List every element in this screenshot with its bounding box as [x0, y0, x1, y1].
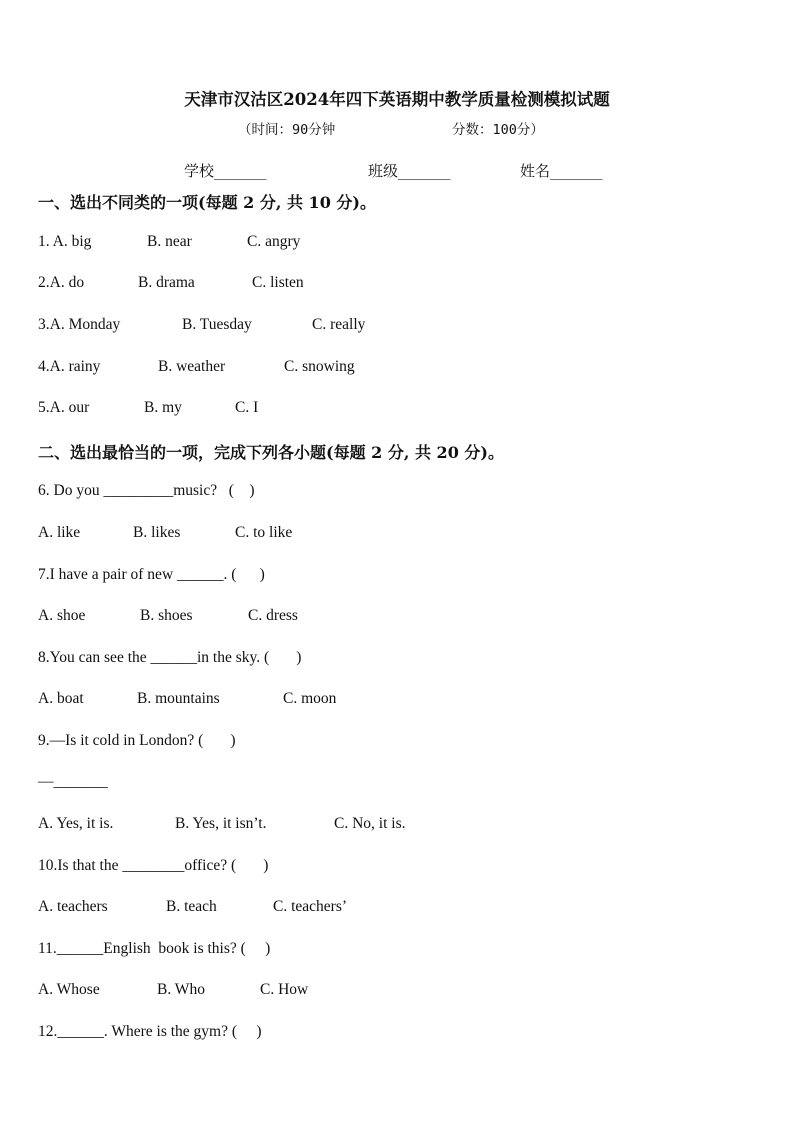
- q4-option-b: B. weather: [158, 358, 226, 375]
- q1-option-a: 1. A. big: [38, 233, 92, 250]
- section-1-heading: 一、选出不同类的一项(每题 2 分, 共 10 分)。: [38, 193, 376, 212]
- q2-option-b: B. drama: [138, 274, 195, 291]
- q11-stem: 11.______English book is this? ( ): [38, 940, 271, 957]
- exam-score: 分数：100分）: [452, 122, 544, 138]
- q7-option-c: C. dress: [248, 607, 298, 624]
- q4-option-c: C. snowing: [284, 358, 355, 375]
- q8-option-c: C. moon: [283, 690, 337, 707]
- q6-option-b: B. likes: [133, 524, 181, 541]
- q11-option-c: C. How: [260, 981, 309, 998]
- section-2-heading: 二、选出最恰当的一项，完成下列各小题(每题 2 分, 共 20 分)。: [38, 443, 504, 462]
- q9-option-a: A. Yes, it is.: [38, 815, 114, 832]
- q9-reply: —_______: [38, 773, 108, 790]
- q5-option-c: C. I: [235, 399, 259, 416]
- q1-option-c: C. angry: [247, 233, 301, 250]
- exam-time: （时间：90分钟: [238, 122, 336, 138]
- q6-option-a: A. like: [38, 524, 81, 541]
- q8-stem: 8.You can see the ______in the sky. ( ): [38, 649, 302, 666]
- q9-option-c: C. No, it is.: [334, 815, 406, 832]
- name-field: 姓名_______: [520, 162, 603, 180]
- q2-option-c: C. listen: [252, 274, 304, 291]
- q1-option-b: B. near: [147, 233, 192, 250]
- class-field: 班级_______: [368, 162, 451, 180]
- q10-option-c: C. teachers’: [273, 898, 348, 915]
- q11-option-a: A. Whose: [38, 981, 100, 998]
- q3-option-a: 3.A. Monday: [38, 316, 121, 333]
- q5-option-b: B. my: [144, 399, 182, 416]
- q7-option-b: B. shoes: [140, 607, 193, 624]
- q8-option-a: A. boat: [38, 690, 84, 707]
- q4-option-a: 4.A. rainy: [38, 358, 101, 375]
- q9-stem: 9.—Is it cold in London? ( ): [38, 732, 236, 749]
- q5-option-a: 5.A. our: [38, 399, 90, 416]
- school-field: 学校_______: [184, 162, 267, 180]
- q3-option-c: C. really: [312, 316, 366, 333]
- q10-option-a: A. teachers: [38, 898, 108, 915]
- q7-option-a: A. shoe: [38, 607, 86, 624]
- q11-option-b: B. Who: [157, 981, 205, 998]
- q6-option-c: C. to like: [235, 524, 293, 541]
- q6-stem: 6. Do you _________music? ( ): [38, 482, 255, 499]
- q2-option-a: 2.A. do: [38, 274, 85, 291]
- exam-title: 天津市汉沽区2024年四下英语期中教学质量检测模拟试题: [184, 90, 610, 109]
- q10-stem: 10.Is that the ________office? ( ): [38, 857, 269, 874]
- q9-option-b: B. Yes, it isn’t.: [175, 815, 267, 832]
- q10-option-b: B. teach: [166, 898, 217, 915]
- q8-option-b: B. mountains: [137, 690, 220, 707]
- q7-stem: 7.I have a pair of new ______. ( ): [38, 566, 265, 583]
- q12-stem: 12.______. Where is the gym? ( ): [38, 1023, 262, 1040]
- q3-option-b: B. Tuesday: [182, 316, 252, 333]
